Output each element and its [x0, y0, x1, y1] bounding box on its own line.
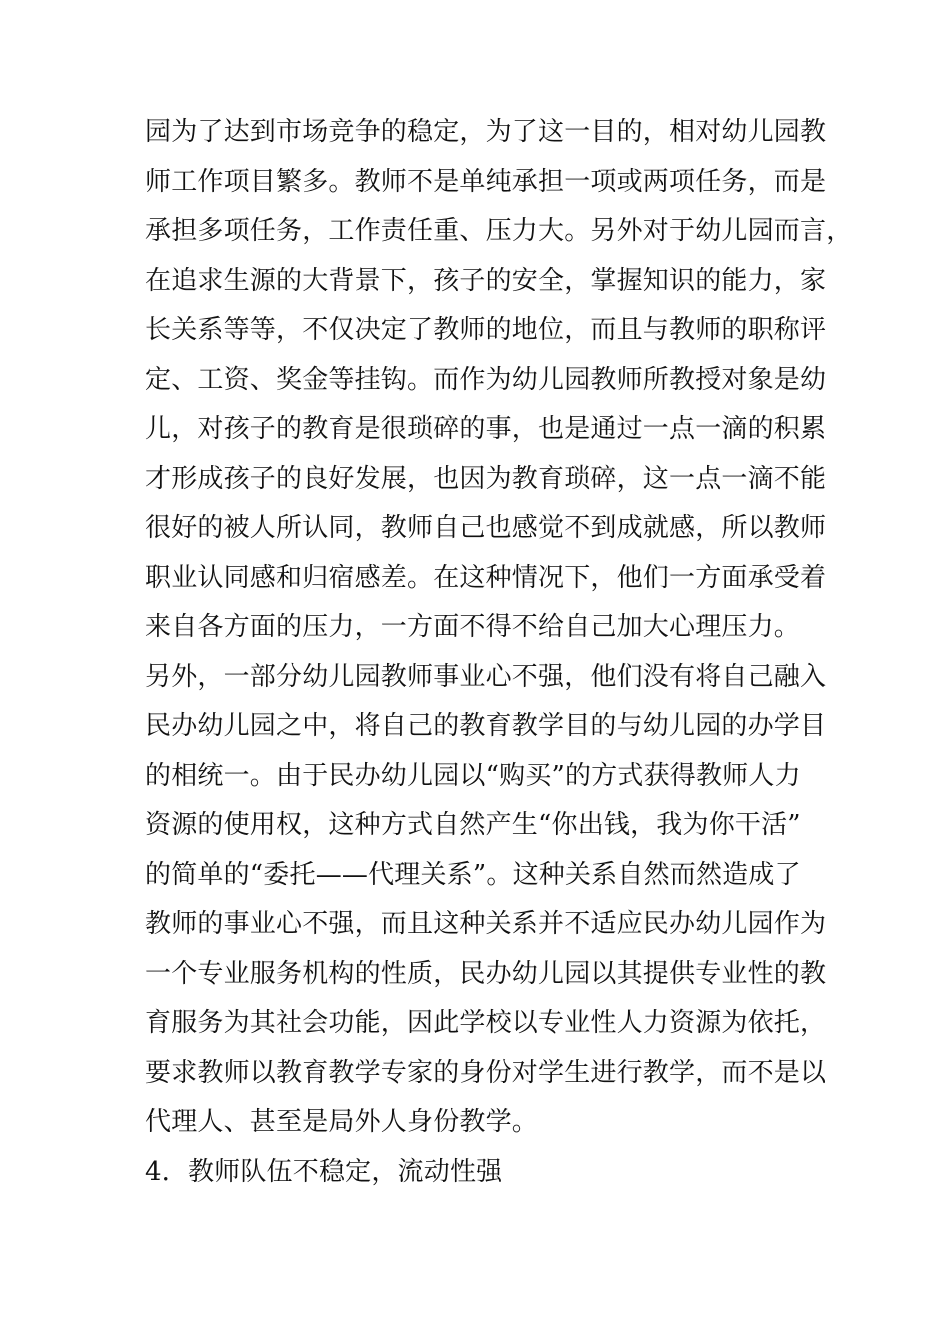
text-line: 才形成孩子的良好发展，也因为教育琐碎，这一点一滴不能	[145, 463, 827, 494]
text-line: 儿，对孩子的教育是很琐碎的事，也是通过一点一滴的积累	[145, 414, 827, 444]
text-line: 另外，一部分幼儿园教师事业心不强，他们没有将自己融入	[145, 661, 827, 692]
text-line: 定、工资、奖金等挂钩。而作为幼儿园教师所教授对象是幼	[145, 364, 827, 395]
text-line: 很好的被人所认同，教师自己也感觉不到成就感，所以教师	[145, 513, 827, 543]
text-line: 师工作项目繁多。教师不是单纯承担一项或两项任务，而是	[145, 166, 827, 197]
text-line: 园为了达到市场竞争的稳定，为了这一目的，相对幼儿园教	[145, 117, 827, 147]
text-line: 职业认同感和归宿感差。在这种情况下，他们一方面承受着	[145, 562, 827, 593]
text-line: 代理人、甚至是局外人身份教学。	[145, 1107, 539, 1137]
text-line: 在追求生源的大背景下，孩子的安全，掌握知识的能力，家	[145, 265, 827, 296]
text-line: 资源的使用权，这种方式自然产生“你出钱，我为你干活”	[145, 810, 801, 840]
text-line: 民办幼儿园之中，将自己的教育教学目的与幼儿园的办学目	[145, 711, 827, 741]
text-line: 来自各方面的压力，一方面不得不给自己加大心理压力。	[145, 612, 801, 642]
text-line: 的相统一。由于民办幼儿园以“购买”的方式获得教师人力	[145, 760, 801, 791]
text-line: 一个专业服务机构的性质，民办幼儿园以其提供专业性的教	[145, 958, 827, 989]
text-line: 的简单的“委托——代理关系”。这种关系自然而然造成了	[145, 859, 801, 890]
section-heading: 4．教师队伍不稳定，流动性强	[145, 1156, 503, 1187]
body-text	[145, 108, 853, 1197]
text-line: 教师的事业心不强，而且这种关系并不适应民办幼儿园作为	[145, 909, 827, 939]
text-line: 长关系等等，不仅决定了教师的地位，而且与教师的职称评	[145, 315, 827, 345]
text-line: 承担多项任务，工作责任重、压力大。另外对于幼儿园而言，	[145, 216, 853, 246]
text-line: 育服务为其社会功能，因此学校以专业性人力资源为依托，	[145, 1008, 827, 1038]
text-line: 要求教师以教育教学专家的身份对学生进行教学，而不是以	[145, 1057, 827, 1088]
